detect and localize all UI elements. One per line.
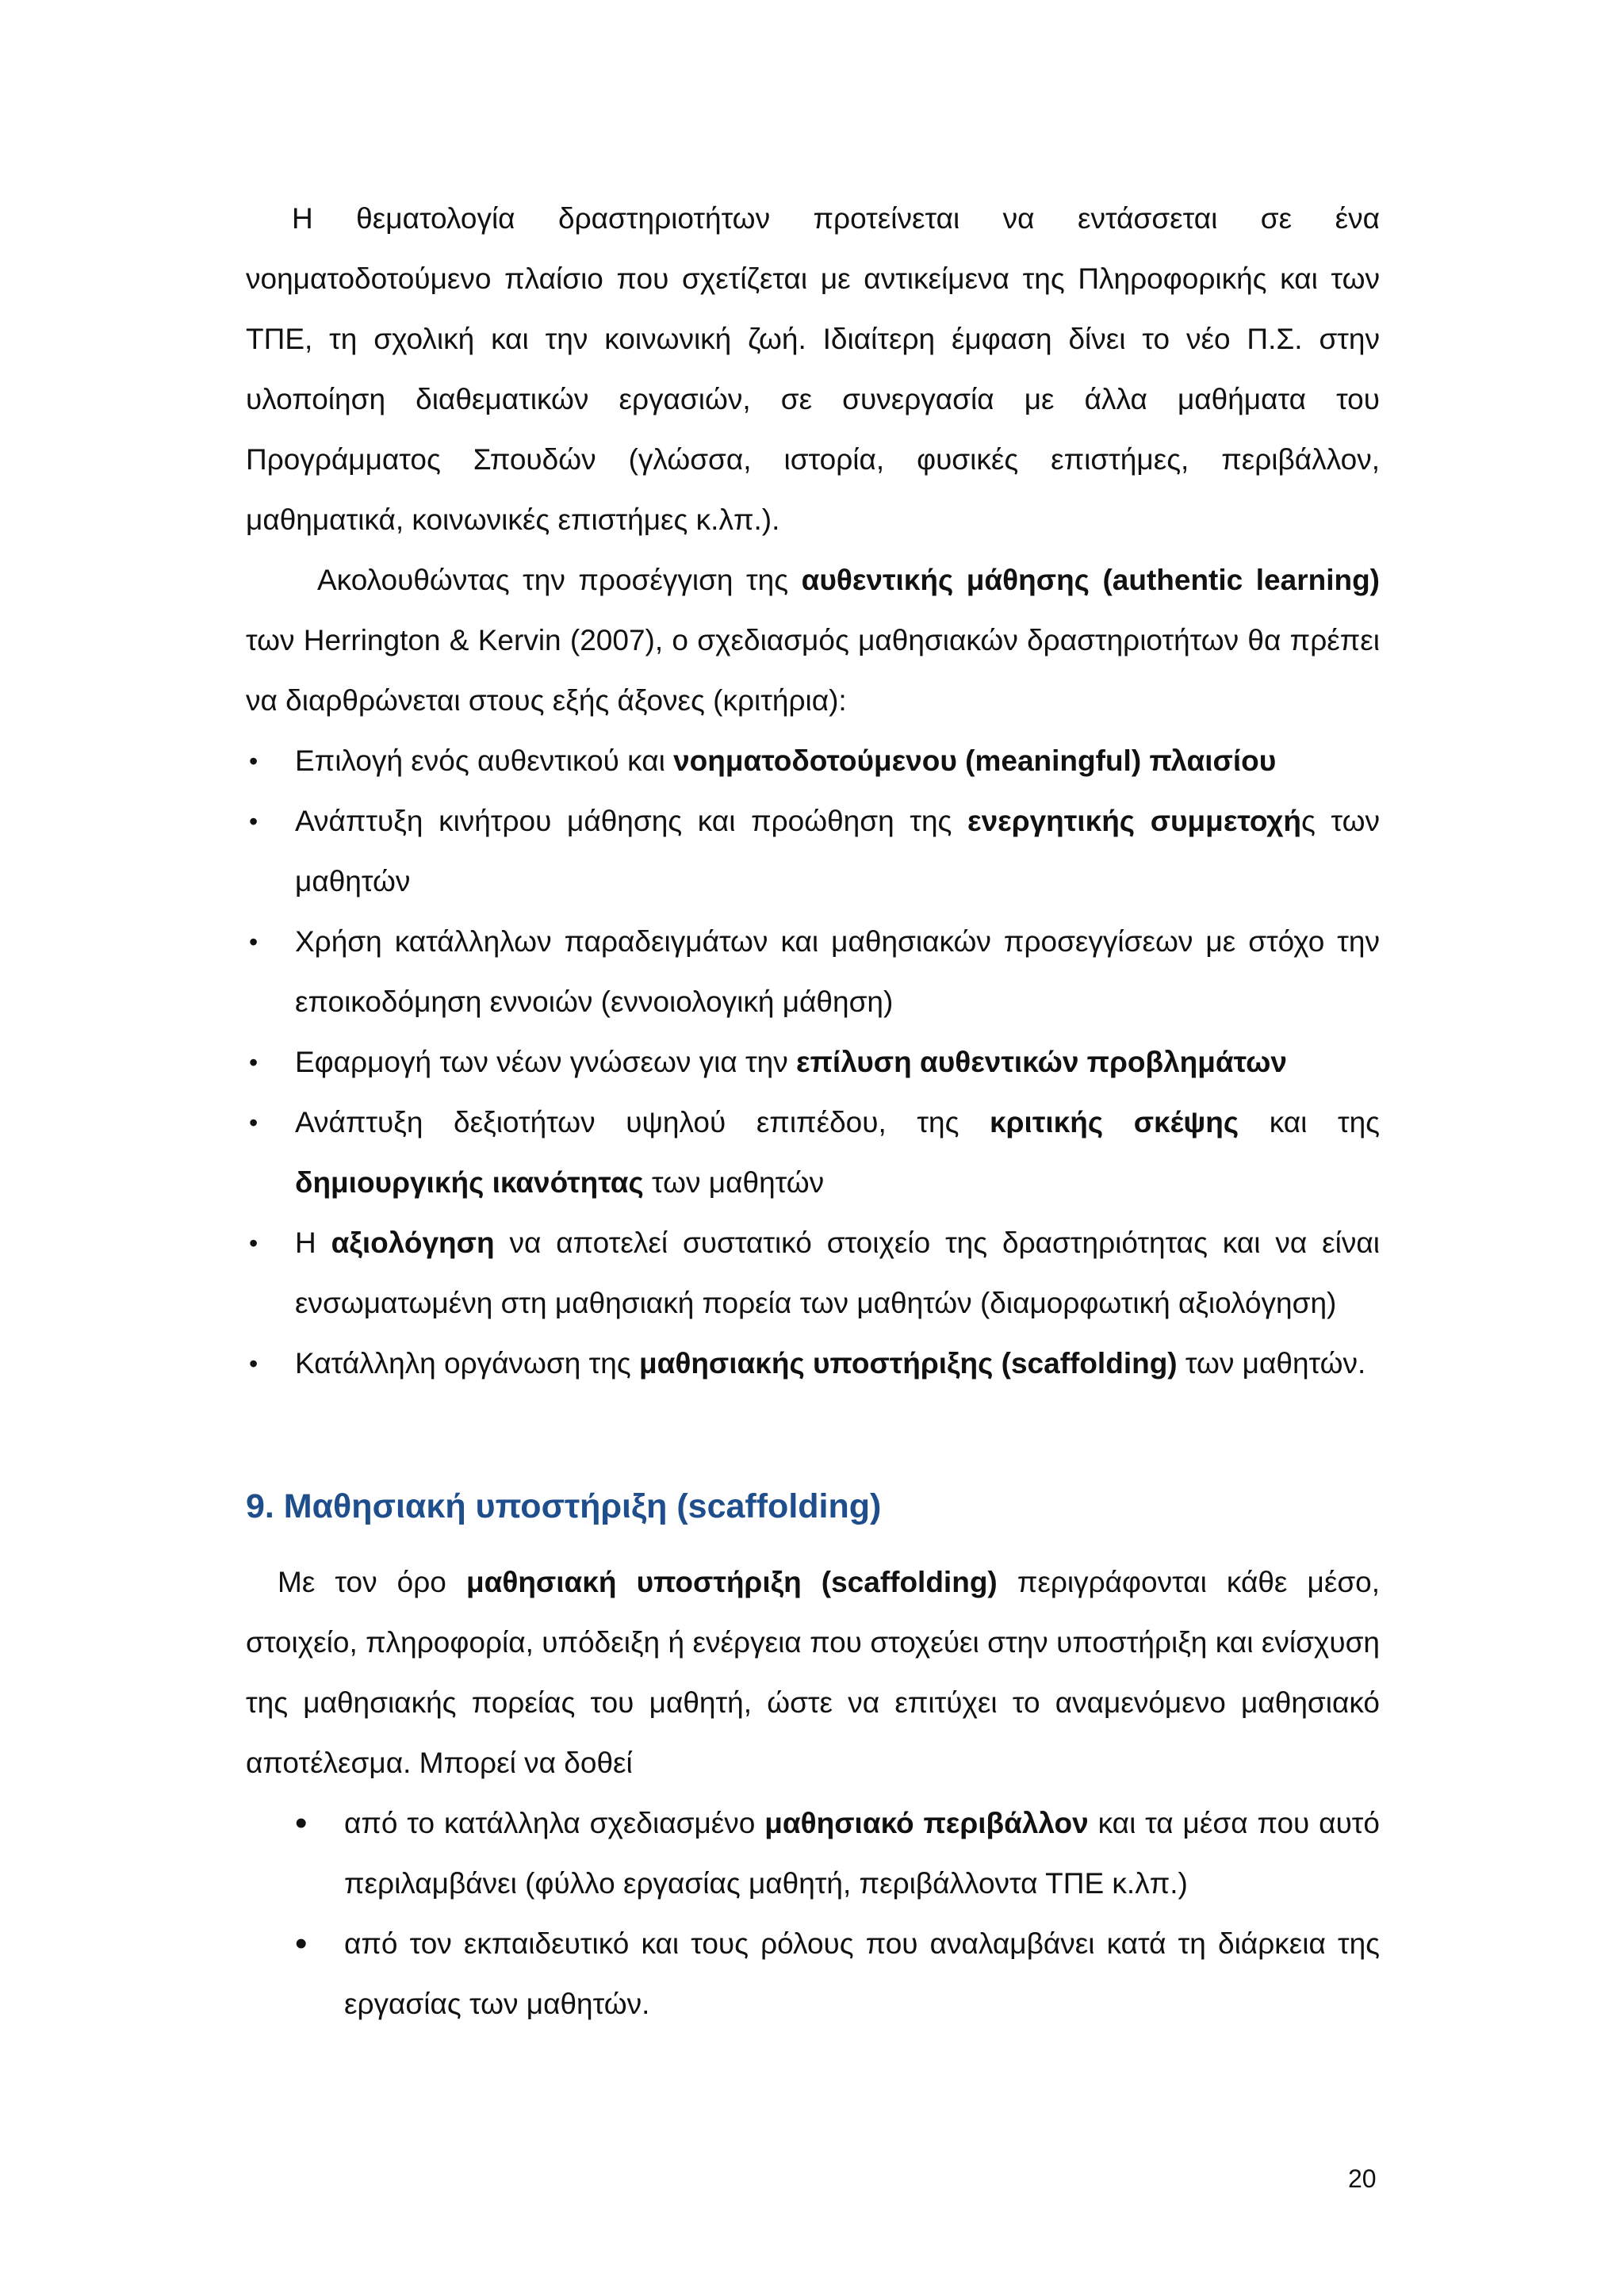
list-item: • Επιλογή ενός αυθεντικού και νοηματοδοτούμενου (meaningful) πλαισίου — [246, 731, 1380, 791]
paragraph-authentic-learning — [246, 550, 1380, 731]
section-heading: 9. Μαθησιακή υποστήριξη (scaffolding) — [246, 1487, 882, 1525]
list-item: • από τον εκπαιδευτικό και τους ρόλους που αναλαμβάνει κατά τη διάρκεια της εργασίας των μαθητών. — [295, 1914, 1380, 2034]
criteria-list — [246, 731, 1380, 1394]
list-item: • Εφαρμογή των νέων γνώσεων για την επίλυση αυθεντικών προβλημάτων — [246, 1032, 1380, 1093]
bold-term: αυθεντικής μάθησης (authentic learning) — [801, 564, 1380, 596]
paragraph-text: Ακολουθώντας την προσέγγιση της — [317, 564, 802, 596]
page-number: 20 — [1348, 2164, 1377, 2193]
list-item: • Κατάλληλη οργάνωση της μαθησιακής υποστήριξης (scaffolding) των μαθητών. — [246, 1334, 1380, 1394]
paragraph-theme: Η θεματολογία δραστηριοτήτων προτείνεται να εντάσσεται σε ένα νοηματοδοτούμενο πλαίσιο που σχετίζεται με αντικείμενα της Πληροφορικής και των ΤΠΕ, τη σχολική και την κοινωνική ζωή. Ιδιαίτερη έμφαση δίνει το νέο Π.Σ. στην υλοποίηση διαθεματικών εργασιών, σε συνεργασία με άλλα μαθήματα του Προγράμματος Σπουδών (γλώσσα, ιστορία, φυσικές επιστήμες, περιβάλλον, μαθηματικά, κοινωνικές επιστήμες κ.λπ.). — [246, 202, 1380, 536]
paragraph-scaffolding: Με τον όρο μαθησιακή υποστήριξη (scaffolding) περιγράφονται κάθε μέσο, στοιχείο, πληροφορία, υπόδειξη ή ενέργεια που στοχεύει στην υποστήριξη και ενίσχυση της μαθησιακής πορείας του μαθητή, ώστε να επιτύχει το αναμενόμενο μαθησιακό αποτέλεσμα. Μπορεί να δοθεί — [246, 1566, 1381, 1779]
list-item: • Χρήση κατάλληλων παραδειγμάτων και μαθησιακών προσεγγίσεων με στόχο την εποικοδόμηση εννοιών (εννοιολογική μάθηση) — [246, 912, 1380, 1032]
paragraph-text: των Herrington & Kervin (2007), ο σχεδιασμός μαθησιακών δραστηριοτήτων θα πρέπει να διαρθρώνεται στους εξής άξονες (κριτήρια): — [246, 624, 1380, 717]
list-item: • από το κατάλληλα σχεδιασμένο μαθησιακό περιβάλλον και τα μέσα που αυτό περιλαμβάνει (φύλλο εργασίας μαθητή, περιβάλλοντα ΤΠΕ κ.λπ.) — [295, 1793, 1380, 1914]
bold-term: μαθησιακή υποστήριξη (scaffolding) — [465, 1566, 998, 1598]
list-item: • Η αξιολόγηση να αποτελεί συστατικό στοιχείο της δραστηριότητας και να είναι ενσωματωμένη στη μαθησιακή πορεία των μαθητών (διαμορφωτική αξιολόγηση) — [246, 1213, 1380, 1334]
list-item: • Ανάπτυξη δεξιοτήτων υψηλού επιπέδου, της κριτικής σκέψης και της δημιουργικής ικανότητας των μαθητών — [246, 1093, 1380, 1213]
list-item: • Ανάπτυξη κινήτρου μάθησης και προώθηση της ενεργητικής συμμετοχής των μαθητών — [246, 791, 1380, 912]
page-content — [246, 189, 1380, 2034]
scaffolding-list — [295, 1793, 1380, 2034]
